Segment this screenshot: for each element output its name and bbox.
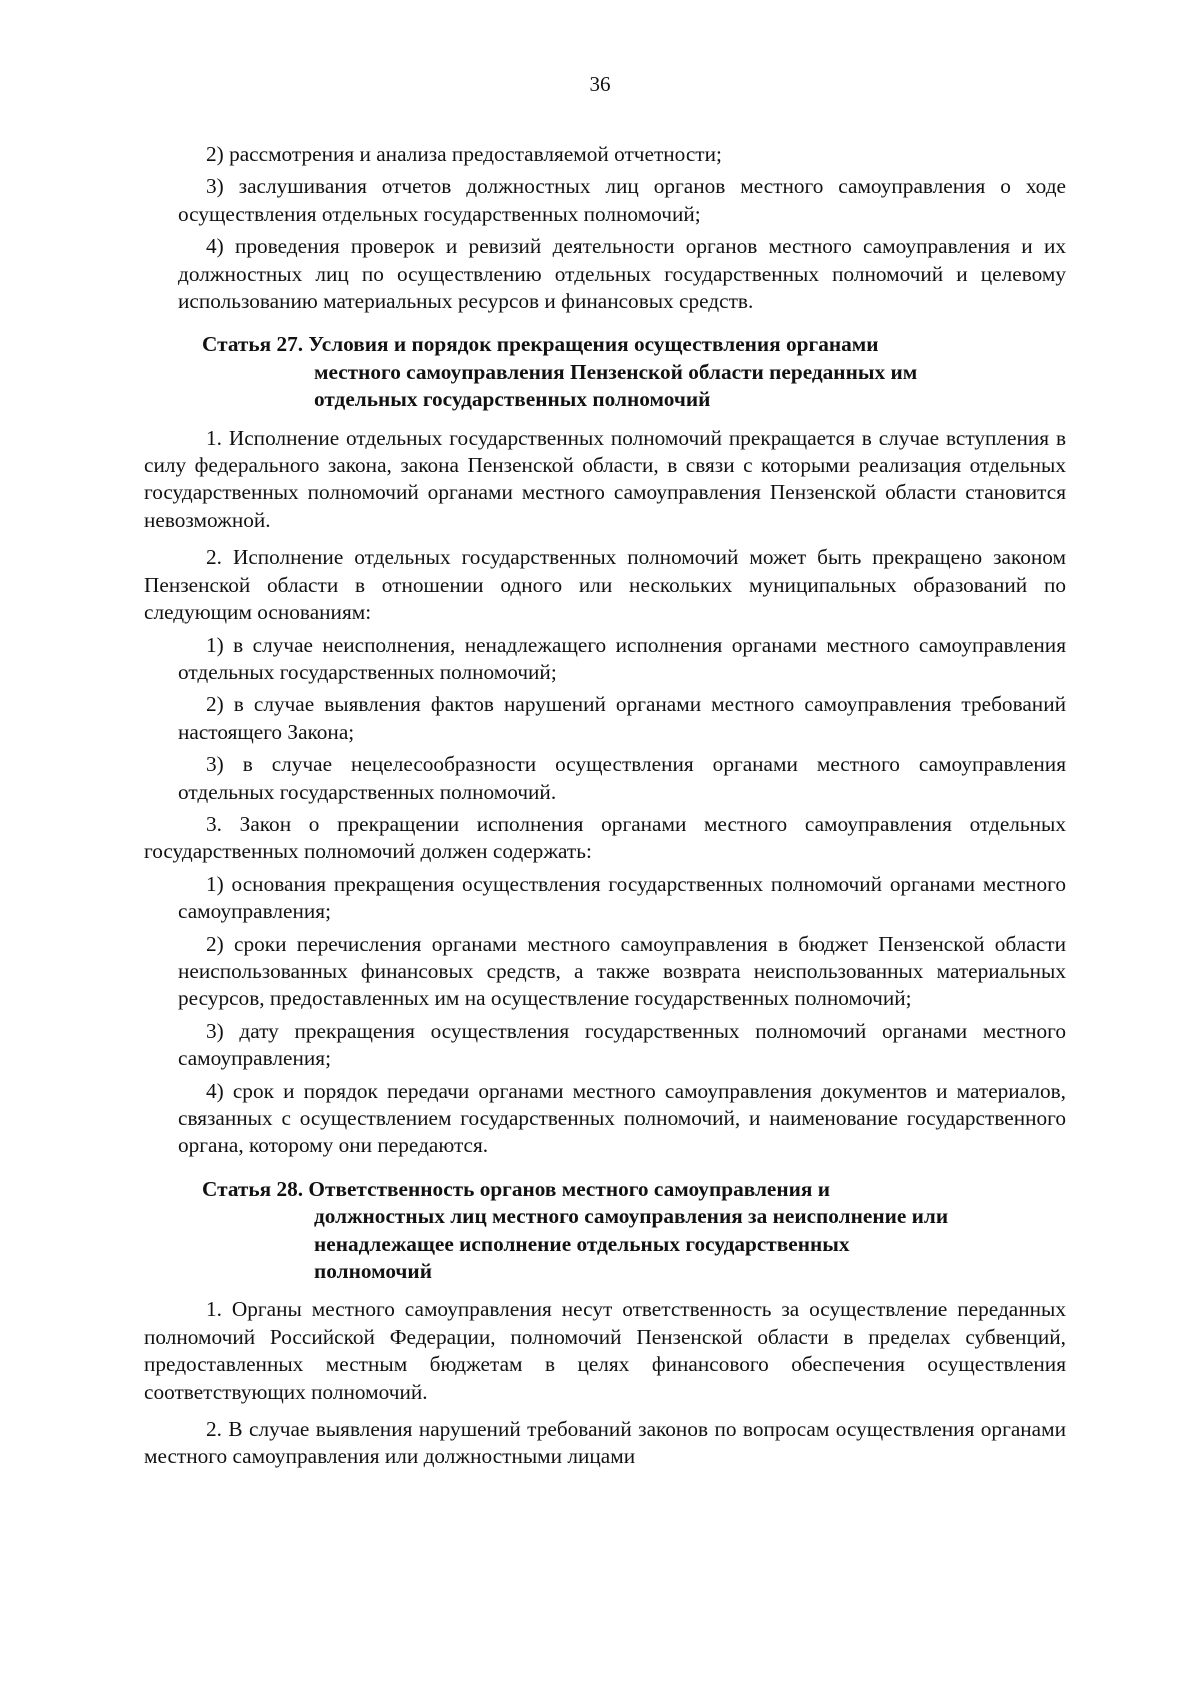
list-item: 2) в случае выявления фактов нарушений органами местного самоуправления требований настоящего Закона; [178,692,1066,744]
heading-line: полномочий [314,1259,432,1284]
list-item: 4) срок и порядок передачи органами местного самоуправления документов и материалов, связанных с осуществлением государственных полномочий, и наименование государственного органа, которому они передаются. [178,1078,1066,1158]
article-27-heading [144,331,1066,413]
article-28-paragraph-2: 2. В случае выявления нарушений требований законов по вопросам осуществления органами местного самоуправления или должностными лицами [144,1417,1066,1469]
article-27-paragraph-2: 2. Исполнение отдельных государственных полномочий может быть прекращено законом Пензенской области в отношении одного или нескольких муниципальных образований по следующим основаниям: [144,545,1066,625]
article-27-paragraph-1: 1. Исполнение отдельных государственных полномочий прекращается в случае вступления в силу федерального закона, закона Пензенской области, в связи с которыми реализация отдельных государственных полномочий органами местного самоуправления Пензенской области становится невозможной. [144,425,1066,532]
heading-line: отдельных государственных полномочий [314,387,711,412]
list-item: 2) рассмотрения и анализа предоставляемой отчетности; [206,142,722,166]
list-item: 3) заслушивания отчетов должностных лиц органов местного самоуправления о ходе осуществления отдельных государственных полномочий; [178,174,1066,226]
list-item: 1) основания прекращения осуществления государственных полномочий органами местного самоуправления; [178,871,1066,924]
heading-line: Статья 27. Условия и порядок прекращения осуществления органами [202,332,879,357]
document-body [144,141,1066,1481]
heading-line: Статья 28. Ответственность органов местного самоуправления и [202,1176,830,1201]
article-28-paragraph-1: 1. Органы местного самоуправления несут ответственность за осуществление переданных полномочий Российской Федерации, полномочий Пензенской области в пределах субвенций, предоставленных местным бюджетам в целях финансового обеспечения осуществления соответствующих полномочий. [144,1297,1066,1404]
list-item: 3) в случае нецелесообразности осуществления органами местного самоуправления отдельных государственных полномочий. [178,752,1066,804]
article-28-heading [144,1176,1066,1286]
list-item: 2) сроки перечисления органами местного самоуправления в бюджет Пензенской области неиспользованных финансовых средств, а также возврата неиспользованных материальных ресурсов, предоставленных им на осуществление государственных полномочий; [178,931,1066,1011]
heading-line: ненадлежащее исполнение отдельных государственных [314,1231,850,1256]
heading-line: должностных лиц местного самоуправления за неисполнение или [314,1204,949,1229]
article-27-paragraph-3: 3. Закон о прекращении исполнения органами местного самоуправления отдельных государственных полномочий должен содержать: [144,811,1066,864]
list-item: 3) дату прекращения осуществления государственных полномочий органами местного самоуправления; [178,1018,1066,1071]
list-item: 1) в случае неисполнения, ненадлежащего исполнения органами местного самоуправления отдельных государственных полномочий; [178,632,1066,684]
heading-line: местного самоуправления Пензенской области переданных им [314,359,918,384]
page-number: 36 [589,72,611,96]
list-item: 4) проведения проверок и ревизий деятельности органов местного самоуправления и их должностных лиц по осуществлению отдельных государственных полномочий и целевому использованию материальных ресурсов и финансовых средств. [178,234,1066,314]
